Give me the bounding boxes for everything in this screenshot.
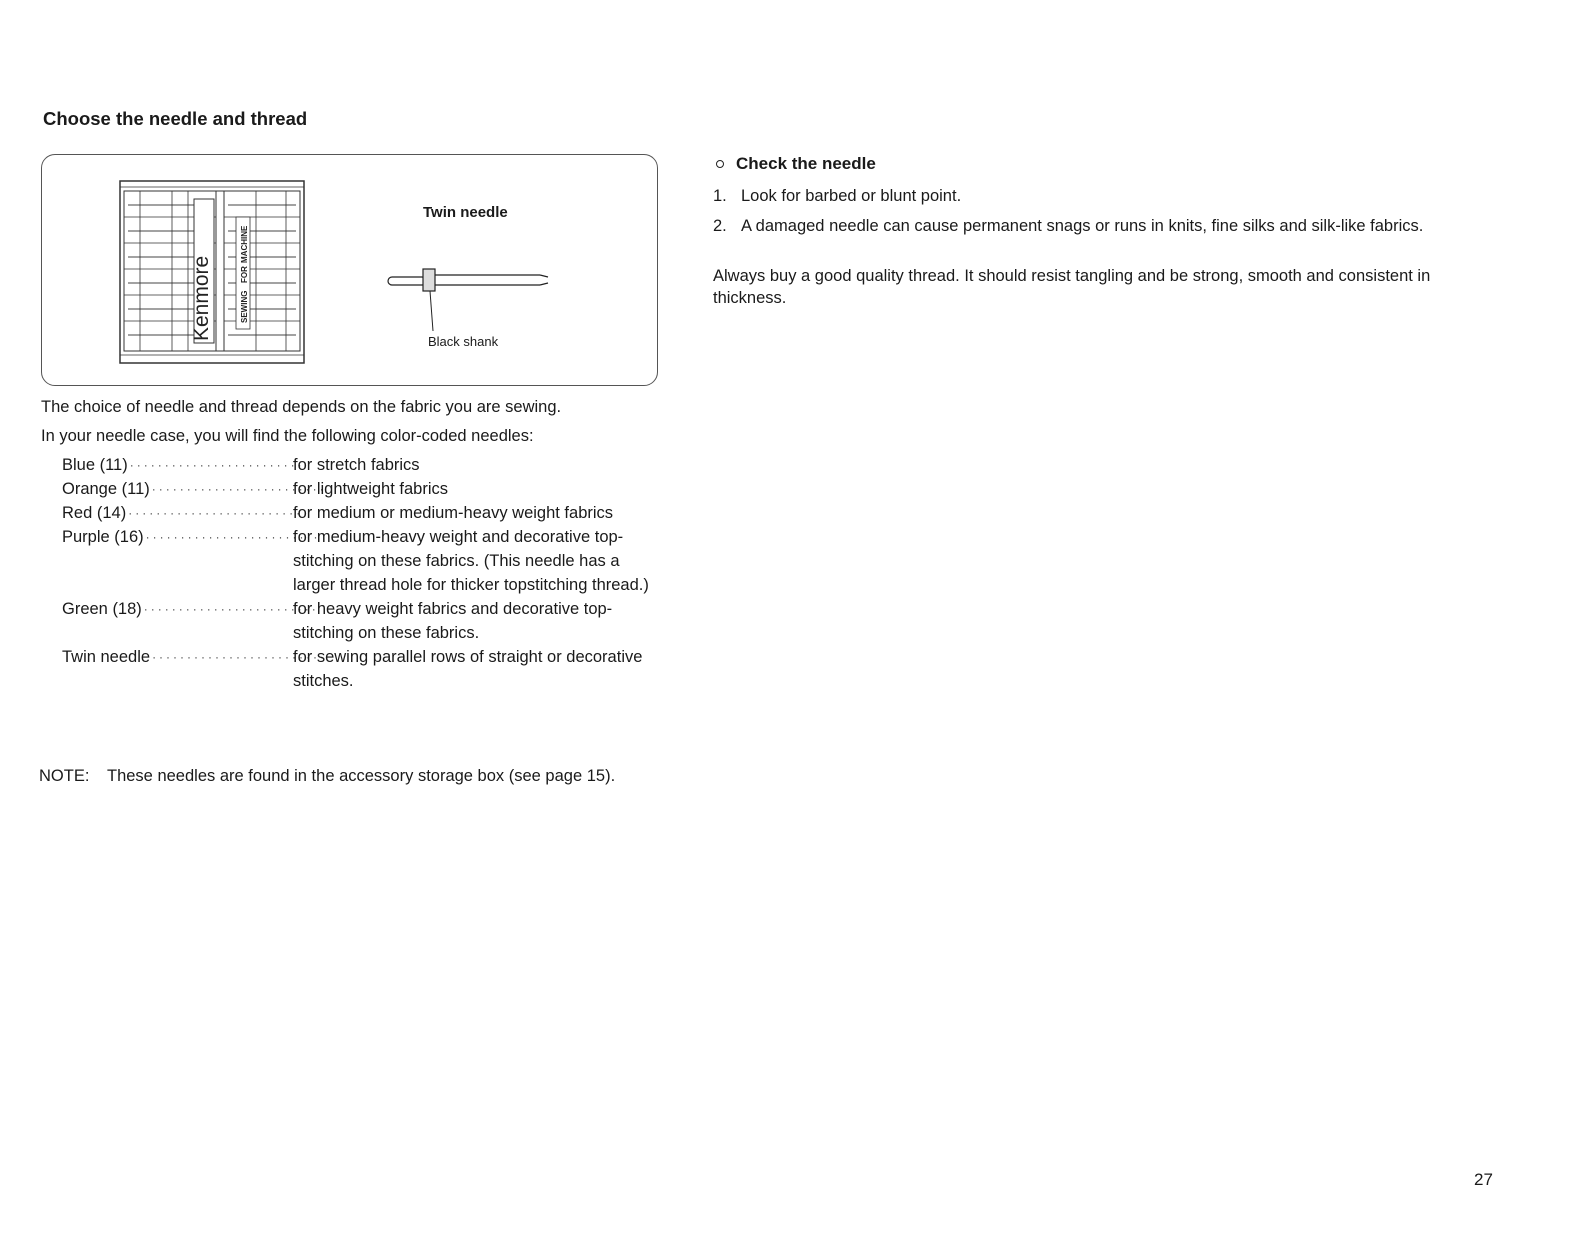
needle-name: Green (18) [62,600,142,618]
needle-name: Twin needle [62,648,151,666]
check-item [713,215,1513,238]
intro-line-1: The choice of needle and thread depends on the fabric you are sewing. [41,398,562,416]
needle-list [62,453,662,693]
check-item [713,185,1513,208]
needle-row-red: Red (14) ························· for medium or medium-heavy weight fabrics [62,501,662,525]
needle-name: Red (14) [62,504,127,522]
check-item-number: 1. [713,187,727,205]
intro-line-2: In your needle case, you will find the following color-coded needles: [41,427,534,445]
check-item-text: Look for barbed or blunt point. [741,187,962,205]
needle-row-green: Green (18) ························· for heavy weight fabrics and decorative top-stitching on these fabrics. [62,597,662,645]
needle-row-purple: Purple (16) ························· for medium-heavy weight and decorative top-stitching on these fabrics. (This needle has a larger thread hole for thicker topstitching thread.) [62,525,662,597]
needle-name: Purple (16) [62,528,144,546]
note [39,765,649,788]
needle-figure [41,154,658,386]
bullet-icon [716,160,724,168]
needle-name: Orange (11) [62,480,150,498]
needle-use: for lightweight fabrics [293,480,448,498]
twin-needle-label: Twin needle [423,204,508,221]
case-small-text-for: FOR [240,266,249,283]
needle-use: for heavy weight fabrics and decorative top-stitching on these fabrics. [293,600,613,642]
needle-name: Blue (11) [62,456,128,474]
needle-row-twin: Twin needle ························· for sewing parallel rows of straight or decorative stitches. [62,645,662,693]
check-item-text: A damaged needle can cause permanent snags or runs in knits, fine silks and silk-like fabrics. [741,217,1424,235]
needle-use: for stretch fabrics [293,456,420,474]
check-needle-heading [716,154,876,174]
twin-needle-drawing [388,269,548,331]
needle-row-orange: Orange (11) ························· for lightweight fabrics [62,477,662,501]
page-number: 27 [1474,1170,1493,1189]
needle-case-illustration [42,155,659,387]
check-list [713,185,1513,245]
note-text: These needles are found in the accessory storage box (see page 15). [107,767,616,785]
needle-row-blue: Blue (11) ························· for stretch fabrics [62,453,662,477]
black-shank-label: Black shank [428,334,499,349]
case-brand-text: Kenmore [190,255,213,341]
needle-use: for medium or medium-heavy weight fabrics [293,504,614,522]
check-heading-text: Check the needle [736,154,876,173]
thread-advice: Always buy a good quality thread. It should resist tangling and be strong, smooth and consistent in thickness. [713,267,1431,307]
needle-use: for sewing parallel rows of straight or decorative stitches. [293,648,643,690]
case-small-text-machine: MACHINE [240,225,249,263]
check-item-number: 2. [713,217,727,235]
section-title: Choose the needle and thread [43,108,308,129]
needle-use: for medium-heavy weight and decorative top-stitching on these fabrics. (This needle has a larger thread hole for thicker topstitching thread.) [293,528,649,594]
case-small-text-sewing: SEWING [240,290,249,323]
note-label: NOTE: [39,767,90,785]
